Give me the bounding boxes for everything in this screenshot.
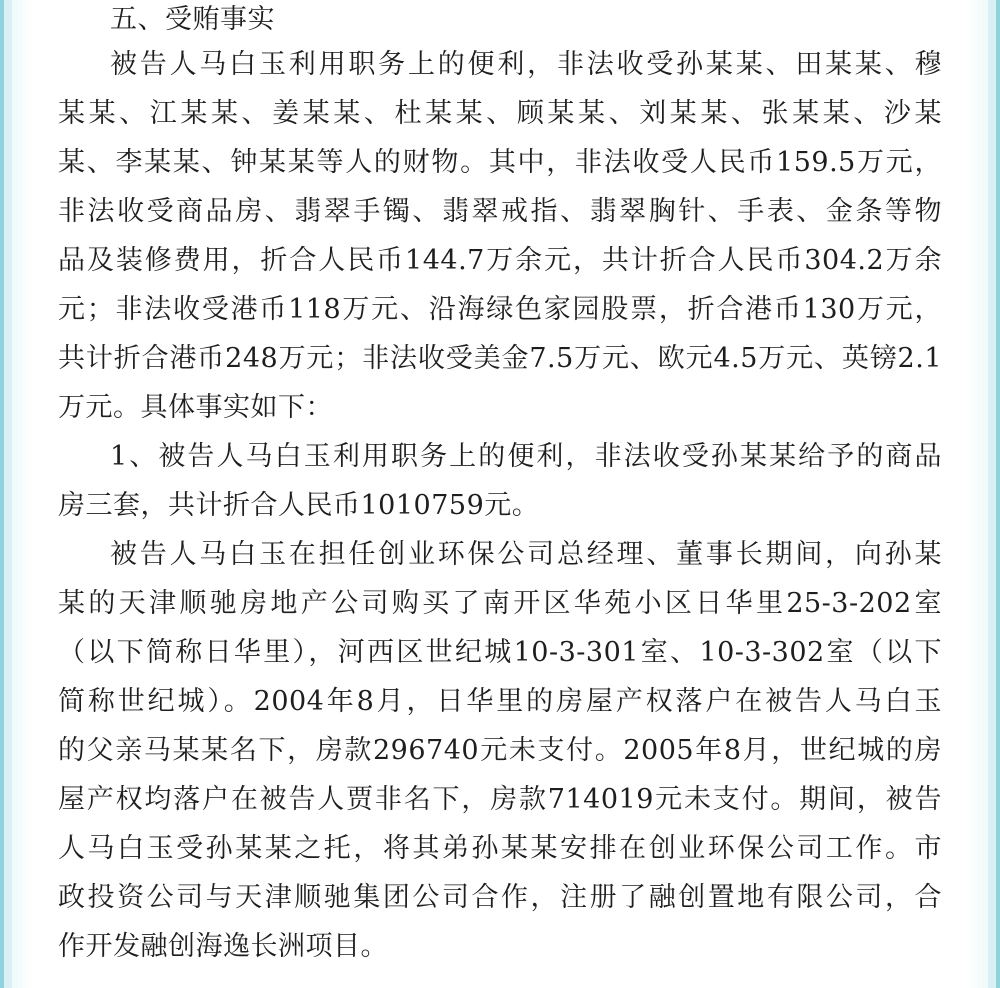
paragraph-line: 人马白玉受孙某某之托，将其弟孙某某安排在创业环保公司工作。市	[58, 833, 942, 864]
paragraph-line: 元；非法收受港币118万元、沿海绿色家园股票，折合港币130万元，	[58, 294, 942, 325]
paragraph-line: 某的天津顺驰房地产公司购买了南开区华苑小区日华里25-3-202室	[58, 588, 942, 619]
paragraph-line: （以下简称日华里），河西区世纪城10-3-301室、10-3-302室（以下	[58, 637, 942, 668]
paragraph-line: 品及装修费用，折合人民币144.7万余元，共计折合人民币304.2万余	[58, 245, 942, 276]
paragraph-line: 的父亲马某某名下，房款296740元未支付。2005年8月，世纪城的房	[58, 735, 942, 766]
paragraph-line: 非法收受商品房、翡翠手镯、翡翠戒指、翡翠胸针、手表、金条等物	[58, 196, 942, 227]
paragraph-line: 某某、江某某、姜某某、杜某某、顾某某、刘某某、张某某、沙某	[58, 98, 942, 129]
paragraph-line: 政投资公司与天津顺驰集团公司合作，注册了融创置地有限公司，合	[58, 882, 942, 913]
paragraph-line: 1、被告人马白玉利用职务上的便利，非法收受孙某某给予的商品	[110, 441, 942, 472]
paragraph-line: 被告人马白玉在担任创业环保公司总经理、董事长期间，向孙某	[110, 539, 942, 570]
document-body	[58, 0, 942, 971]
paragraph-line: 某、李某某、钟某某等人的财物。其中，非法收受人民币159.5万元，	[58, 147, 942, 178]
left-decorative-border	[0, 0, 32, 988]
right-decorative-border	[968, 0, 1000, 988]
paragraph-line: 万元。具体事实如下：	[58, 392, 333, 423]
section-heading: 五、受贿事实	[110, 4, 275, 35]
paragraph-line: 屋产权均落户在被告人贾非名下，房款714019元未支付。期间，被告	[58, 784, 942, 815]
paragraph-line: 作开发融创海逸长洲项目。	[58, 931, 388, 962]
paragraph-line: 简称世纪城）。2004年8月，日华里的房屋产权落户在被告人马白玉	[58, 686, 942, 717]
paragraph-line: 被告人马白玉利用职务上的便利，非法收受孙某某、田某某、穆	[110, 49, 942, 80]
paragraph-line: 房三套，共计折合人民币1010759元。	[58, 490, 540, 521]
paragraph-line: 共计折合港币248万元；非法收受美金7.5万元、欧元4.5万元、英镑2.1	[58, 343, 942, 374]
